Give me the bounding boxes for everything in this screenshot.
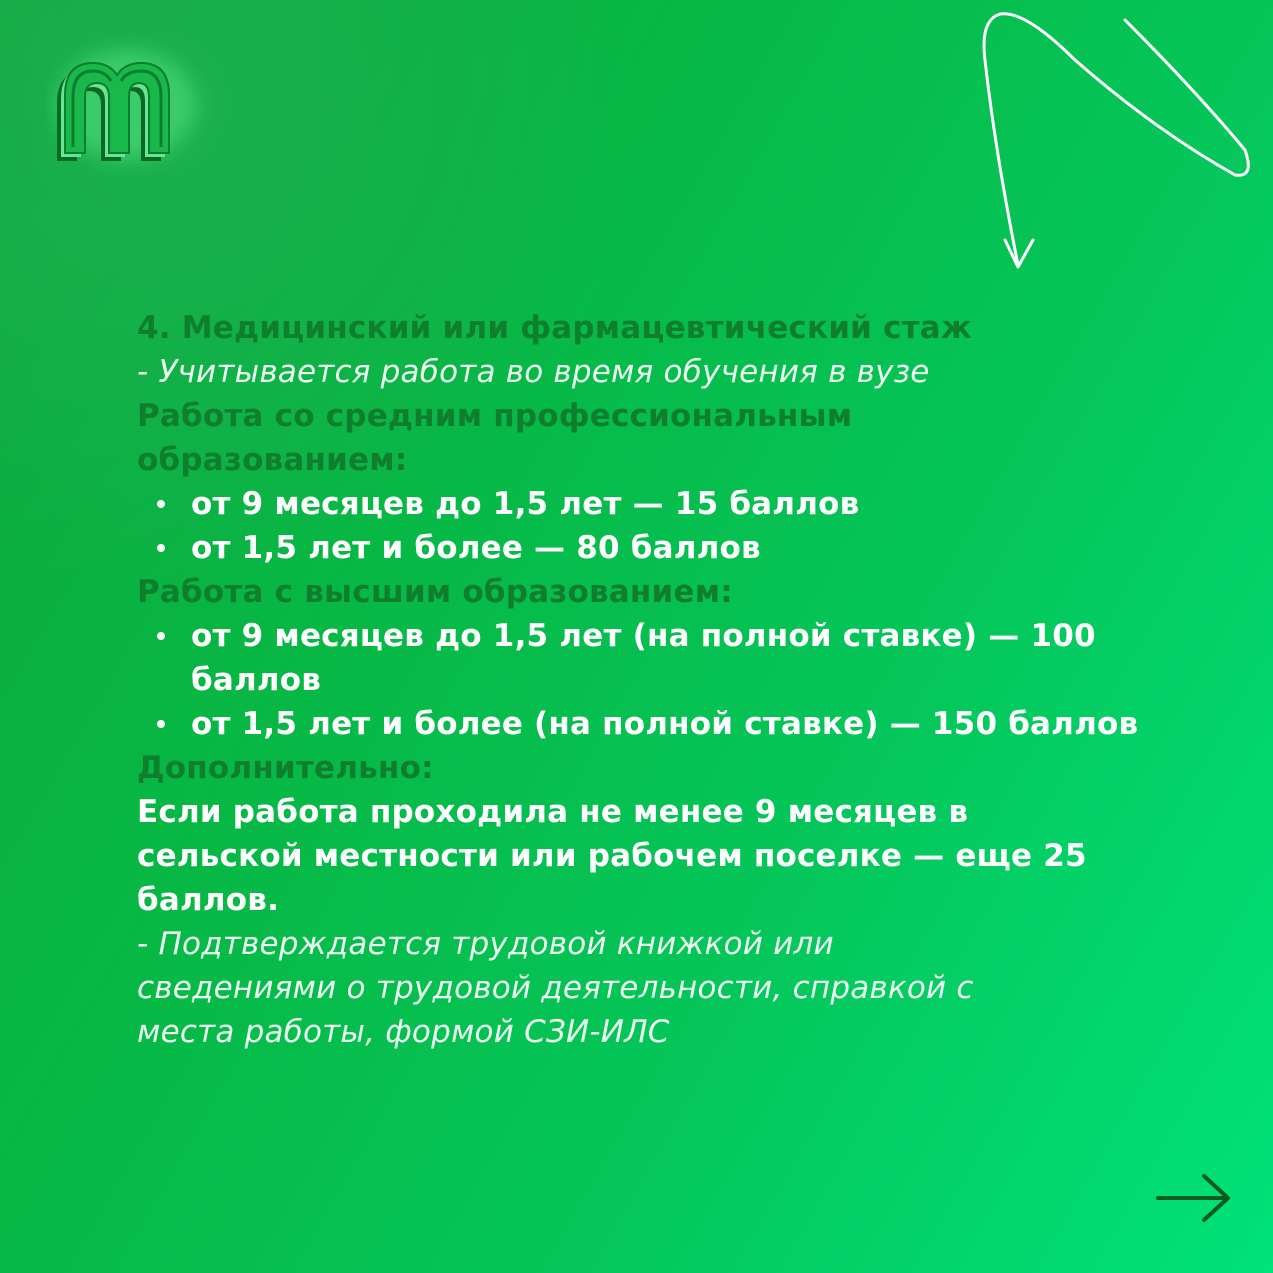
list-item: от 1,5 лет и более (на полной ставке) — 150 баллов (137, 702, 1197, 746)
additional-text-line2: сельской местности или рабочем поселке — еще 25 (137, 838, 1087, 874)
curved-arrow-doodle-icon (955, 0, 1273, 300)
additional-text-line1: Если работа проходила не менее 9 месяцев в (137, 794, 969, 830)
bullet-icon (157, 500, 165, 508)
secondary-education-list (137, 482, 1197, 570)
higher-education-list (137, 614, 1197, 746)
note-study-work: - Учитывается работа во время обучения в вузе (137, 354, 930, 390)
content-block (137, 306, 1197, 1054)
higher-education-heading: Работа с высшим образованием: (137, 574, 733, 610)
bullet-icon (157, 632, 165, 640)
secondary-education-heading-line1: Работа со средним профессиональным (137, 398, 853, 434)
bullet-icon (157, 720, 165, 728)
confirmation-note-line1: - Подтверждается трудовой книжкой или (137, 926, 834, 962)
section-title: 4. Медицинский или фармацевтический стаж (137, 310, 972, 346)
arrow-right-icon[interactable] (1152, 1170, 1236, 1226)
list-item: от 9 месяцев до 1,5 лет — 15 баллов (137, 482, 1197, 526)
bullet-icon (157, 544, 165, 552)
m-logo-icon (45, 35, 215, 175)
confirmation-note-line2: сведениями о трудовой деятельности, справкой с (137, 970, 974, 1006)
secondary-education-heading-line2: образованием: (137, 442, 408, 478)
list-item: от 9 месяцев до 1,5 лет (на полной ставке) — 100 баллов (137, 614, 1171, 702)
confirmation-note-line3: места работы, формой СЗИ-ИЛС (137, 1014, 670, 1050)
additional-text-line3: баллов. (137, 882, 280, 918)
list-item: от 1,5 лет и более — 80 баллов (137, 526, 1197, 570)
additional-heading: Дополнительно: (137, 750, 434, 786)
